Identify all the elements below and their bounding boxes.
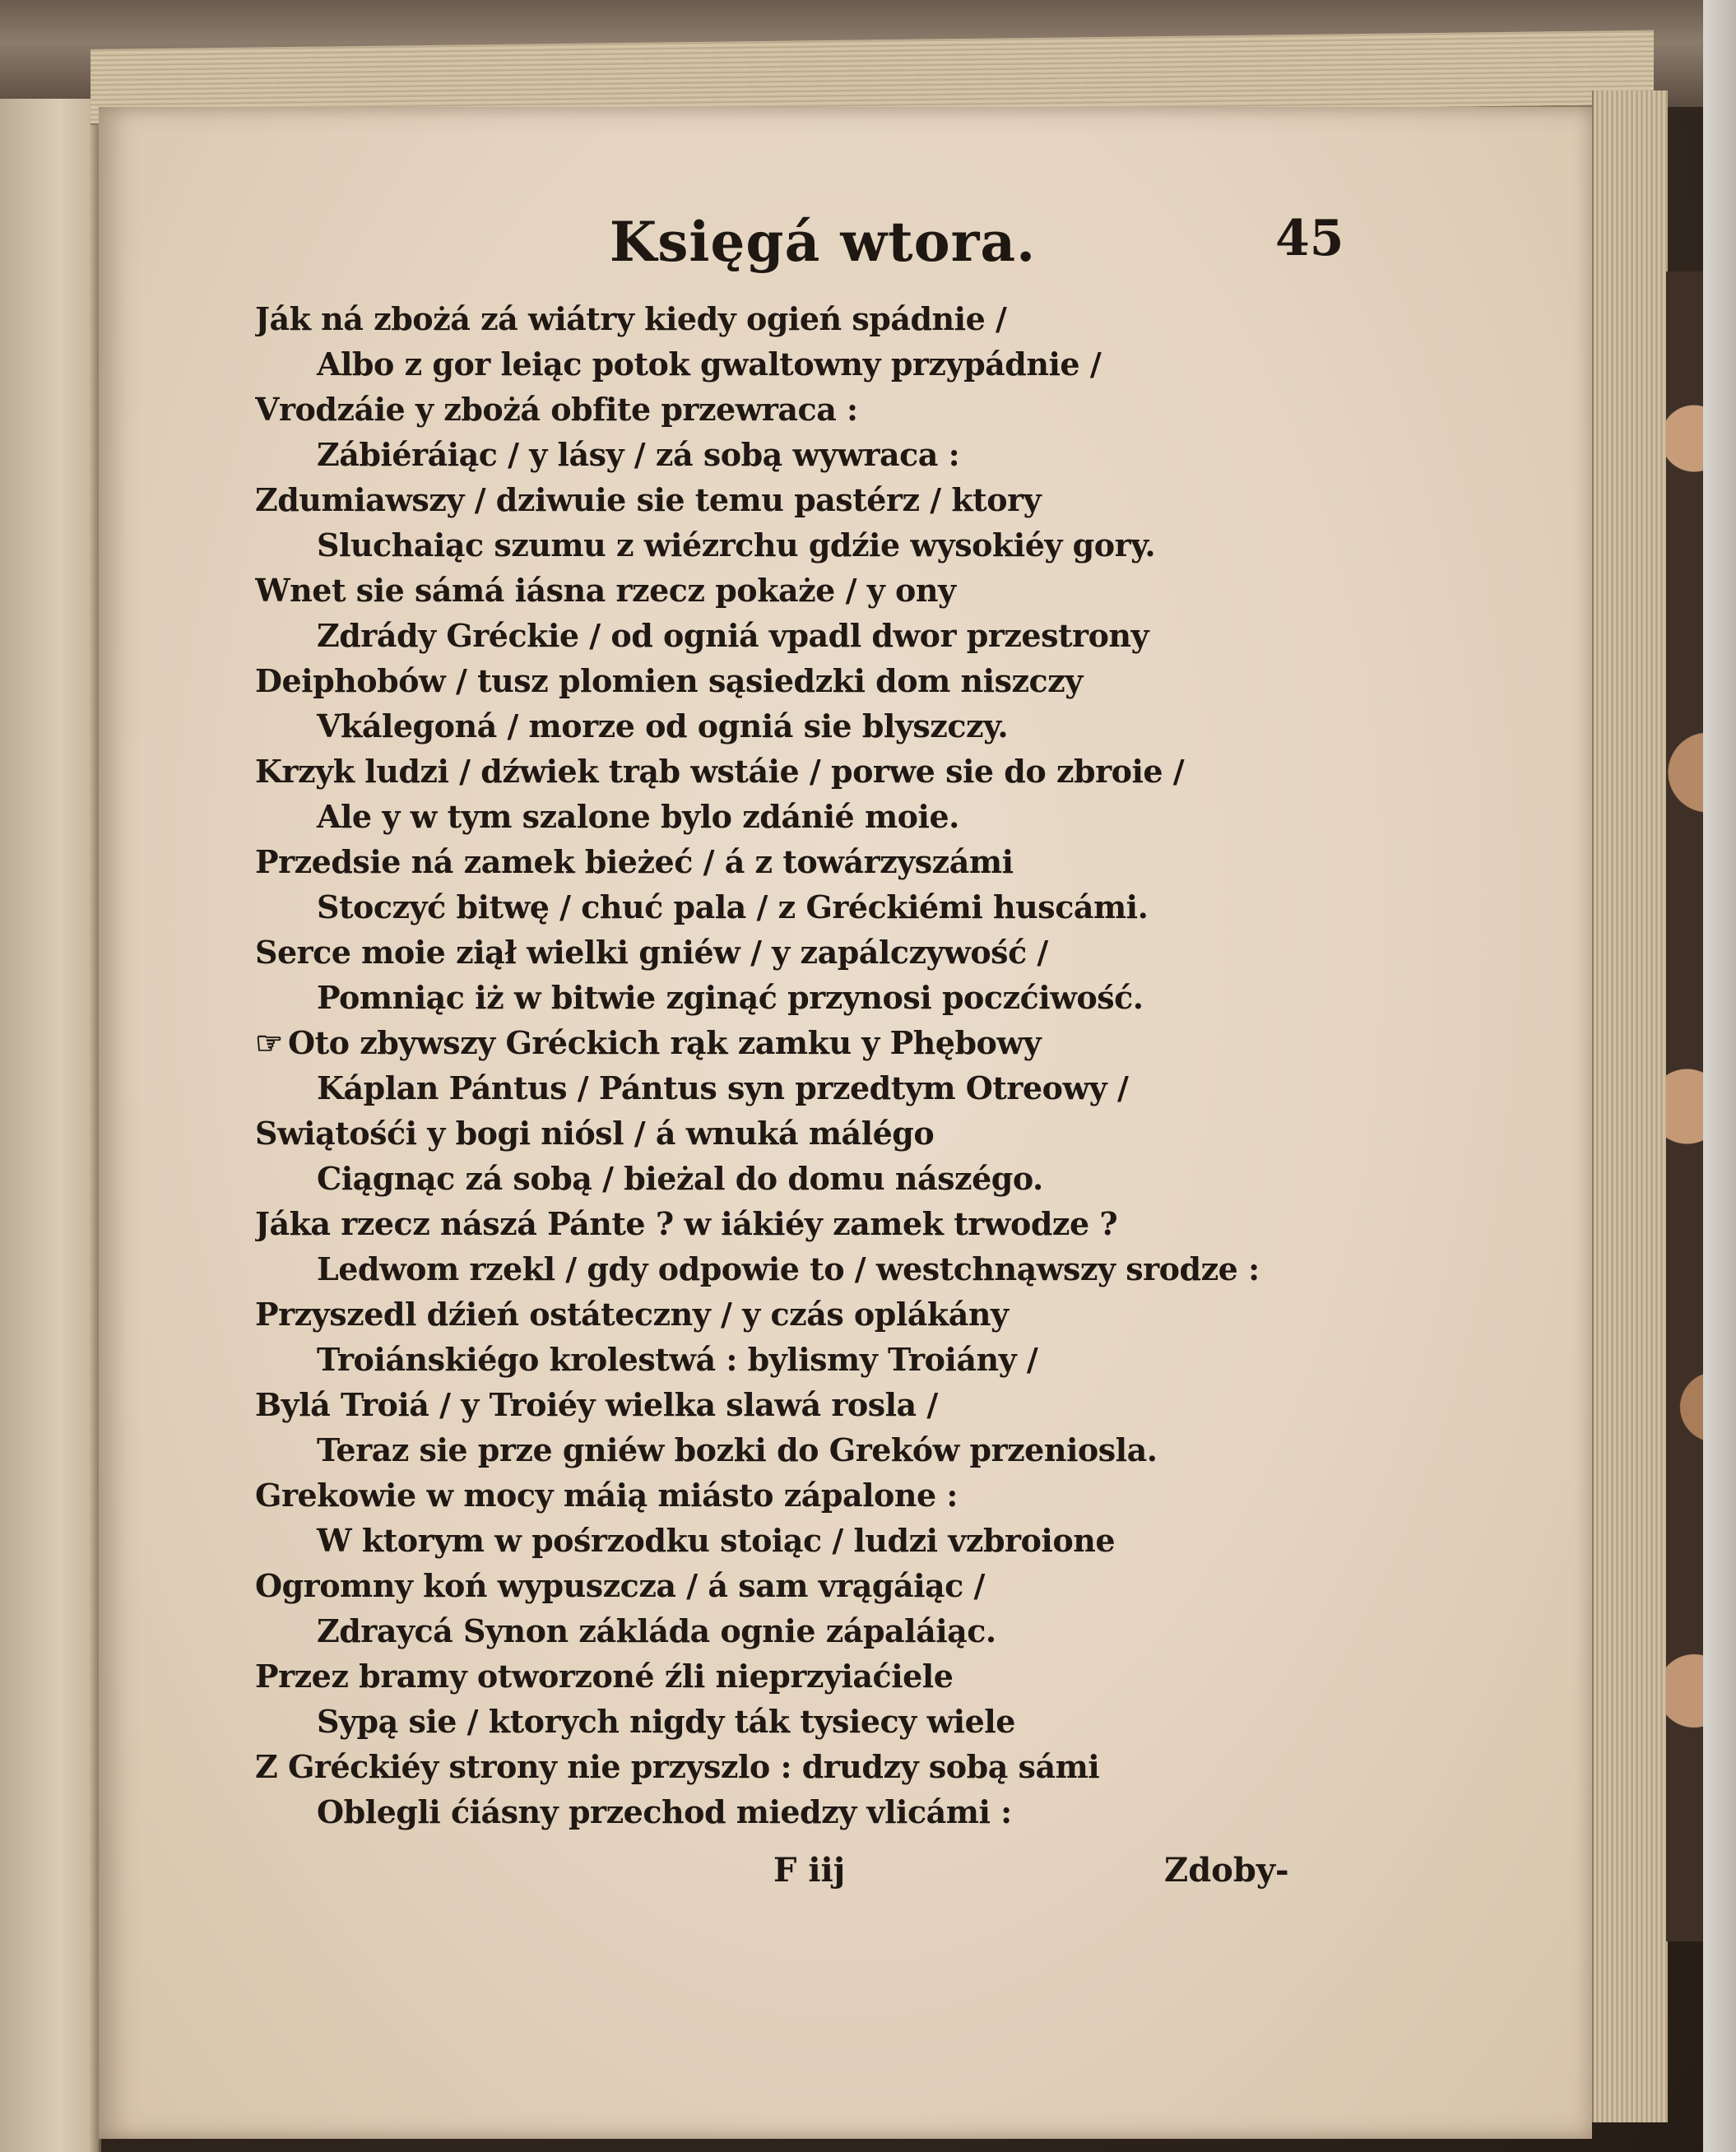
verse-line-text: Serce moie ziął wielki gniéw / y zapálczywość / [255,934,1048,971]
verse-line-text: Bylá Troiá / y Troiéy wielka slawá rosla / [255,1386,938,1423]
verse-line [255,1065,1530,1111]
verse-line-text: Sypą sie / ktorych nigdy ták tysiecy wiele [317,1703,1015,1740]
verse-line-text: Zdumiawszy / dziwuie sie temu pastérz / ktory [255,481,1042,518]
verse-line-text: Krzyk ludzi / dźwiek trąb wstáie / porwe sie do zbroie / [255,753,1185,790]
verse-line [255,341,1530,387]
verse-line [255,1292,1530,1337]
verse-line [255,1382,1530,1427]
verse-line [255,296,1530,341]
verse-line-text: Grekowie w mocy máią miásto zápalone : [255,1477,958,1514]
verse-line [255,1427,1530,1473]
verse-line-text: Pomniąc iż w bitwie zginąć przynosi poczćiwość. [317,979,1144,1016]
verse-line-text: Káplan Pántus / Pántus syn przedtym Otreowy / [317,1069,1129,1106]
verse-line-text: Ják ná zbożá zá wiátry kiedy ogień spádnie / [255,300,1007,337]
verse-line-text: Zdraycá Synon zákláda ognie zápaláiąc. [317,1612,996,1649]
verse-line [255,794,1530,839]
verse-line [255,1699,1530,1744]
verse-line-text: Troiánskiégo krolestwá : bylismy Troiány / [317,1341,1038,1378]
verse-line [255,613,1530,658]
verse-line [255,658,1530,703]
verse-line-text: Stoczyć bitwę / chuć pala / z Gréckiémi huscámi. [317,888,1149,925]
verse-line [255,839,1530,884]
signature-mark: F iij [773,1851,846,1890]
verse-line [255,930,1530,975]
page-stack-right [1592,90,1668,2122]
verse-line [255,1201,1530,1246]
verse-line-text: Jáka rzecz nászá Pánte ? w iákiéy zamek trwodze ? [255,1205,1118,1242]
printed-page [99,107,1592,2139]
verse-line-text: W ktorym w pośrzodku stoiąc / ludzi vzbroione [317,1522,1116,1559]
verse-line [255,749,1530,794]
verse-lines [255,296,1530,1834]
verse-line-text: Ledwom rzekl / gdy odpowie to / westchnąwszy srodze : [317,1250,1260,1287]
verse-line-text: Zábiéráiąc / y lásy / zá sobą wywraca : [317,436,960,473]
verse-line-text: Ale y w tym szalone bylo zdánié moie. [317,798,959,835]
verse-line [255,387,1530,432]
verse-line [255,1473,1530,1518]
verse-line [255,1156,1530,1201]
verse-line [255,1789,1530,1834]
verse-line [255,884,1530,930]
verse-line [255,1518,1530,1563]
verse-line-text: Oblegli ćiásny przechod miedzy vlicámi : [317,1793,1012,1830]
verse-line [255,1653,1530,1699]
verse-line-text: Oto zbywszy Gréckich rąk zamku y Phębowy [288,1024,1042,1061]
verse-line-text: Zdrády Gréckie / od ogniá vpadl dwor przestrony [317,617,1149,654]
verse-line [255,1563,1530,1608]
folio-number: 45 [1275,210,1344,267]
verse-line-text: Wnet sie sámá iásna rzecz pokaże / y ony [255,572,956,609]
paragraph-mark-icon: ☞ [255,1024,283,1061]
verse-line-text: Vrodzáie y zbożá obfite przewraca : [255,391,858,428]
verse-line [255,477,1530,522]
verse-line [255,975,1530,1020]
verse-line-text: Ciągnąc zá sobą / bieżal do domu nászégo. [317,1160,1043,1197]
verse-line-text: Swiątośći y bogi niósl / á wnuká málégo [255,1115,935,1152]
verse-line [255,1744,1530,1789]
verse-line-text: Przez bramy otworzoné źli nieprzyiaćiele [255,1658,954,1695]
verse-line-text: Albo z gor leiąc potok gwaltowny przypádnie / [317,346,1102,383]
verse-line [255,1020,1530,1065]
verse-line-text: Ogromny koń wypuszcza / á sam vrągáiąc / [255,1567,985,1604]
verse-line [255,1246,1530,1292]
right-cover-edge [1703,0,1736,2152]
verse-line [255,1608,1530,1653]
left-page-edge [0,99,101,2152]
verse-line-text: Z Gréckiéy strony nie przyszlo : drudzy sobą sámi [255,1748,1100,1785]
verse-line [255,432,1530,477]
verse-line-text: Przedsie ná zamek bieżeć / á z towárzyszámi [255,843,1014,880]
verse-line-text: Sluchaiąc szumu z wiézrchu gdźie wysokiéy gory. [317,526,1156,564]
running-head: Księgá wtora. [609,210,1037,274]
verse-line [255,703,1530,749]
verse-line-text: Przyszedl dźień ostáteczny / y czás oplákány [255,1296,1009,1333]
verse-line [255,1111,1530,1156]
catchword: Zdoby- [1164,1851,1289,1890]
verse-line [255,1337,1530,1382]
verse-line [255,522,1530,568]
verse-line-text: Vkálegoná / morze od ogniá sie blyszczy. [317,707,1009,744]
verse-line-text: Deiphobów / tusz plomien sąsiedzki dom niszczy [255,662,1083,699]
verse-line-text: Teraz sie prze gniéw bozki do Greków przeniosla. [317,1431,1158,1468]
verse-line [255,568,1530,613]
